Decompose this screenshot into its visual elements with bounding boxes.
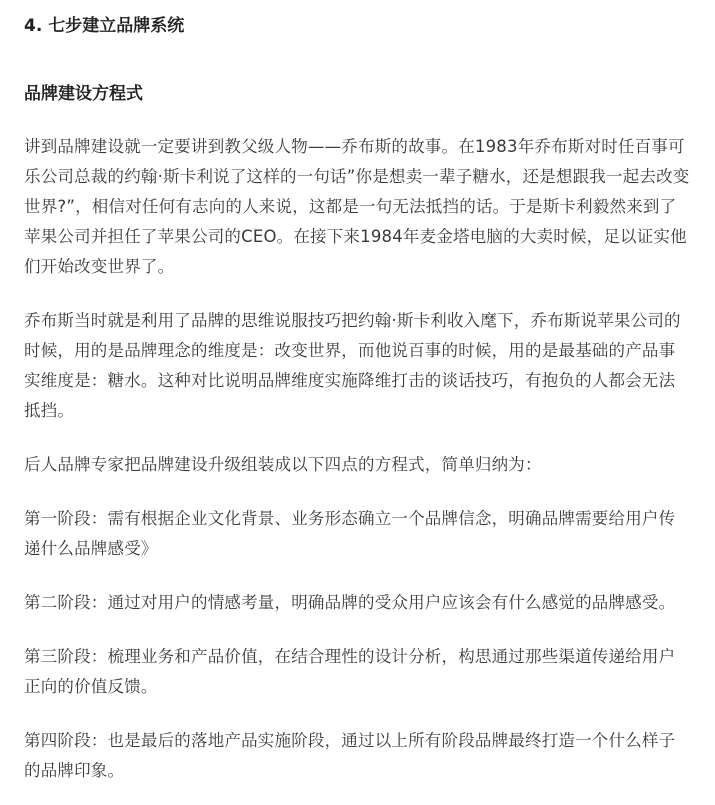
subheading-wrap: [24, 54, 691, 122]
paragraph-jobs-story: 讲到品牌建设就一定要讲到教父级人物——乔布斯的故事。在1983年乔布斯对时任百事可乐公司总裁的约翰·斯卡利说了这样的一句话”你是想卖一辈子糖水，还是想跟我一起去改变世界?”，相信对任何有志向的人来说，这都是一句无法抵挡的话。于是斯卡利毅然来到了苹果公司并担任了苹果公司的CEO。在接下来1984年麦金塔电脑的大卖时候，足以证实他们开始改变世界了。: [24, 137, 690, 276]
section-heading: 4. 七步建立品牌系统: [24, 16, 185, 36]
paragraph-stage-3: 第三阶段：梳理业务和产品价值，在结合理性的设计分析，构思通过那些渠道传递给用户正向的价值反馈。: [24, 647, 676, 696]
article-body: [24, 132, 691, 786]
paragraph-persuasion: 乔布斯当时就是利用了品牌的思维说服技巧把约翰·斯卡利收入麾下，乔布斯说苹果公司的时候，用的是品牌理念的维度是：改变世界，而他说百事的时候，用的是最基础的产品事实维度是：糖水。这种对比说明品牌维度实施降维打击的谈话技巧，有抱负的人都会无法抵挡。: [24, 311, 681, 420]
paragraph-equation-intro: 后人品牌专家把品牌建设升级组装成以下四点的方程式，简单归纳为：: [24, 455, 542, 474]
subheading: 品牌建设方程式: [24, 84, 143, 104]
paragraph-stage-2: 第二阶段：通过对用户的情感考量，明确品牌的受众用户应该会有什么感觉的品牌感受。: [24, 593, 676, 612]
section-heading-wrap: [24, 0, 691, 54]
paragraph-stage-4: 第四阶段：也是最后的落地产品实施阶段，通过以上所有阶段品牌最终打造一个什么样子的品牌印象。: [24, 731, 676, 780]
paragraph-stage-1: 第一阶段：需有根据企业文化背景、业务形态确立一个品牌信念，明确品牌需要给用户传递什么品牌感受》: [24, 509, 676, 558]
